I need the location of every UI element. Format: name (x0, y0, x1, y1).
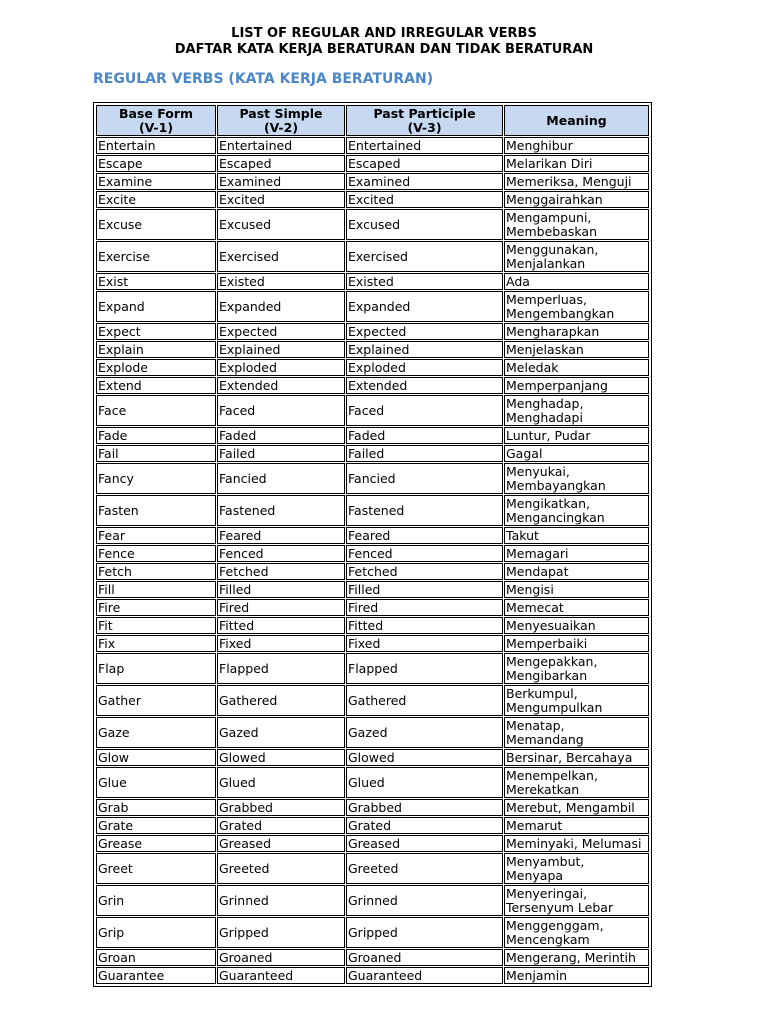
cell-base: Groan (96, 949, 216, 966)
cell-past: Expected (217, 323, 345, 340)
meaning-line: Menggunakan, (506, 241, 599, 257)
cell-participle: Greased (346, 835, 503, 852)
cell-base: Fire (96, 599, 216, 616)
cell-meaning (504, 967, 649, 984)
cell-participle: Fastened (346, 495, 503, 526)
cell-past: Grabbed (217, 799, 345, 816)
cell-base: Explain (96, 341, 216, 358)
cell-past: Gathered (217, 685, 345, 716)
cell-past: Filled (217, 581, 345, 598)
meaning-line: Berkumpul, (506, 685, 578, 701)
meaning-line: Menghadap, (506, 395, 584, 411)
meaning-line: Gagal (506, 445, 543, 461)
cell-participle: Fenced (346, 545, 503, 562)
table-row (96, 949, 649, 966)
table-row (96, 853, 649, 884)
table-row (96, 463, 649, 494)
cell-participle: Escaped (346, 155, 503, 172)
meaning-line: Takut (506, 527, 539, 543)
table-row (96, 241, 649, 272)
meaning-line: Tersenyum Lebar (506, 899, 614, 915)
cell-meaning (504, 653, 649, 684)
title-line-1: LIST OF REGULAR AND IRREGULAR VERBS (231, 26, 537, 41)
cell-base: Grab (96, 799, 216, 816)
meaning-line: Menghadapi (506, 409, 583, 425)
cell-participle: Grated (346, 817, 503, 834)
cell-base: Fasten (96, 495, 216, 526)
cell-meaning (504, 749, 649, 766)
meaning-line: Mengibarkan (506, 667, 588, 683)
meaning-line: Luntur, Pudar (506, 427, 591, 443)
table-row (96, 191, 649, 208)
cell-meaning (504, 563, 649, 580)
meaning-line: Merebut, Mengambil (506, 799, 635, 815)
table-row (96, 427, 649, 444)
cell-base: Exist (96, 273, 216, 290)
cell-base: Expand (96, 291, 216, 322)
cell-past: Glued (217, 767, 345, 798)
table-row (96, 545, 649, 562)
cell-participle: Excited (346, 191, 503, 208)
cell-meaning (504, 949, 649, 966)
cell-participle: Gathered (346, 685, 503, 716)
cell-past: Fired (217, 599, 345, 616)
cell-participle: Fancied (346, 463, 503, 494)
cell-base: Face (96, 395, 216, 426)
meaning-line: Memperluas, (506, 291, 587, 307)
cell-participle: Explained (346, 341, 503, 358)
cell-participle: Guaranteed (346, 967, 503, 984)
cell-participle: Entertained (346, 137, 503, 154)
cell-participle: Gripped (346, 917, 503, 948)
meaning-line: Mengampuni, (506, 209, 592, 225)
cell-base: Exercise (96, 241, 216, 272)
header-past-simple: Past Simple (V-2) (217, 105, 345, 136)
cell-participle: Exploded (346, 359, 503, 376)
table-row (96, 563, 649, 580)
table-row (96, 967, 649, 984)
table-body (96, 137, 649, 984)
cell-participle: Fixed (346, 635, 503, 652)
cell-meaning (504, 427, 649, 444)
cell-past: Examined (217, 173, 345, 190)
meaning-line: Memagari (506, 545, 569, 561)
cell-participle: Examined (346, 173, 503, 190)
document-title (0, 26, 768, 58)
meaning-line: Membebaskan (506, 223, 597, 239)
cell-past: Glowed (217, 749, 345, 766)
cell-meaning (504, 463, 649, 494)
table-row (96, 917, 649, 948)
table-row (96, 749, 649, 766)
meaning-line: Memperbaiki (506, 635, 588, 651)
cell-meaning (504, 323, 649, 340)
table-row (96, 717, 649, 748)
table-row (96, 445, 649, 462)
table-row (96, 767, 649, 798)
meaning-line: Bersinar, Bercahaya (506, 749, 633, 765)
cell-base: Guarantee (96, 967, 216, 984)
cell-base: Fill (96, 581, 216, 598)
cell-participle: Grinned (346, 885, 503, 916)
meaning-line: Meminyaki, Melumasi (506, 835, 642, 851)
cell-meaning (504, 799, 649, 816)
cell-past: Greased (217, 835, 345, 852)
meaning-line: Menjamin (506, 967, 568, 983)
cell-past: Grinned (217, 885, 345, 916)
cell-past: Extended (217, 377, 345, 394)
cell-base: Fit (96, 617, 216, 634)
cell-base: Fancy (96, 463, 216, 494)
cell-meaning (504, 291, 649, 322)
table-row (96, 377, 649, 394)
verbs-table-frame (93, 102, 652, 987)
table-row (96, 495, 649, 526)
cell-participle: Groaned (346, 949, 503, 966)
cell-meaning (504, 273, 649, 290)
table-header-row (96, 105, 649, 136)
cell-past: Excused (217, 209, 345, 240)
cell-meaning (504, 885, 649, 916)
cell-meaning (504, 635, 649, 652)
cell-meaning (504, 617, 649, 634)
cell-meaning (504, 545, 649, 562)
cell-base: Fetch (96, 563, 216, 580)
cell-base: Excuse (96, 209, 216, 240)
cell-meaning (504, 359, 649, 376)
cell-participle: Existed (346, 273, 503, 290)
cell-meaning (504, 241, 649, 272)
verbs-table (95, 104, 650, 985)
table-row (96, 817, 649, 834)
cell-participle: Greeted (346, 853, 503, 884)
cell-participle: Filled (346, 581, 503, 598)
cell-participle: Expanded (346, 291, 503, 322)
meaning-line: Mengepakkan, (506, 653, 598, 669)
table-row (96, 685, 649, 716)
cell-base: Fear (96, 527, 216, 544)
cell-past: Fenced (217, 545, 345, 562)
cell-participle: Fetched (346, 563, 503, 580)
cell-past: Existed (217, 273, 345, 290)
cell-participle: Glowed (346, 749, 503, 766)
cell-base: Fade (96, 427, 216, 444)
cell-base: Grease (96, 835, 216, 852)
meaning-line: Meledak (506, 359, 559, 375)
table-row (96, 799, 649, 816)
cell-past: Gazed (217, 717, 345, 748)
cell-base: Extend (96, 377, 216, 394)
cell-meaning (504, 527, 649, 544)
table-row (96, 359, 649, 376)
cell-past: Entertained (217, 137, 345, 154)
cell-past: Failed (217, 445, 345, 462)
cell-past: Fixed (217, 635, 345, 652)
cell-meaning (504, 767, 649, 798)
meaning-line: Menggenggam, (506, 917, 604, 933)
table-row (96, 581, 649, 598)
meaning-line: Menyukai, (506, 463, 570, 479)
section-heading: REGULAR VERBS (KATA KERJA BERATURAN) (93, 71, 434, 87)
cell-meaning (504, 853, 649, 884)
cell-base: Grin (96, 885, 216, 916)
cell-participle: Expected (346, 323, 503, 340)
meaning-line: Menyesuaikan (506, 617, 596, 633)
title-line-2: DAFTAR KATA KERJA BERATURAN DAN TIDAK BERATURAN (174, 42, 594, 57)
meaning-line: Mengikatkan, (506, 495, 590, 511)
cell-past: Gripped (217, 917, 345, 948)
cell-meaning (504, 377, 649, 394)
table-row (96, 835, 649, 852)
cell-past: Expanded (217, 291, 345, 322)
table-row (96, 323, 649, 340)
cell-participle: Extended (346, 377, 503, 394)
meaning-line: Ada (506, 273, 530, 289)
meaning-line: Mengancingkan (506, 509, 605, 525)
meaning-line: Menempelkan, (506, 767, 598, 783)
cell-meaning (504, 341, 649, 358)
meaning-line: Menyambut, (506, 853, 585, 869)
cell-past: Guaranteed (217, 967, 345, 984)
meaning-line: Mendapat (506, 563, 569, 579)
meaning-line: Menjelaskan (506, 341, 584, 357)
cell-base: Gaze (96, 717, 216, 748)
cell-meaning (504, 917, 649, 948)
cell-meaning (504, 209, 649, 240)
cell-meaning (504, 685, 649, 716)
header-base-form: Base Form (V-1) (96, 105, 216, 136)
cell-base: Expect (96, 323, 216, 340)
cell-meaning (504, 581, 649, 598)
meaning-line: Menghibur (506, 137, 573, 153)
header-meaning: Meaning (504, 105, 649, 136)
cell-base: Escape (96, 155, 216, 172)
cell-base: Fence (96, 545, 216, 562)
meaning-line: Melarikan Diri (506, 155, 593, 171)
cell-meaning (504, 599, 649, 616)
cell-participle: Flapped (346, 653, 503, 684)
cell-participle: Gazed (346, 717, 503, 748)
meaning-line: Memandang (506, 731, 584, 747)
table-row (96, 273, 649, 290)
table-row (96, 395, 649, 426)
meaning-line: Menatap, (506, 717, 565, 733)
cell-past: Greeted (217, 853, 345, 884)
meaning-line: Memperpanjang (506, 377, 608, 393)
cell-base: Gather (96, 685, 216, 716)
cell-past: Fetched (217, 563, 345, 580)
cell-past: Excited (217, 191, 345, 208)
cell-past: Grated (217, 817, 345, 834)
cell-participle: Excused (346, 209, 503, 240)
meaning-line: Mengumpulkan (506, 699, 603, 715)
cell-past: Exploded (217, 359, 345, 376)
cell-past: Groaned (217, 949, 345, 966)
cell-meaning (504, 137, 649, 154)
cell-participle: Failed (346, 445, 503, 462)
cell-base: Excite (96, 191, 216, 208)
cell-past: Faced (217, 395, 345, 426)
meaning-line: Menyapa (506, 867, 564, 883)
cell-past: Exercised (217, 241, 345, 272)
cell-participle: Faded (346, 427, 503, 444)
meaning-line: Mengerang, Merintih (506, 949, 636, 965)
cell-meaning (504, 155, 649, 172)
meaning-line: Mencengkam (506, 931, 590, 947)
cell-meaning (504, 835, 649, 852)
meaning-line: Menyeringai, (506, 885, 588, 901)
cell-past: Fitted (217, 617, 345, 634)
meaning-line: Memecat (506, 599, 564, 615)
meaning-line: Memeriksa, Menguji (506, 173, 632, 189)
cell-meaning (504, 445, 649, 462)
cell-past: Fancied (217, 463, 345, 494)
cell-base: Glue (96, 767, 216, 798)
meaning-line: Mengharapkan (506, 323, 600, 339)
cell-meaning (504, 191, 649, 208)
cell-past: Explained (217, 341, 345, 358)
table-row (96, 173, 649, 190)
cell-base: Fail (96, 445, 216, 462)
meaning-line: Merekatkan (506, 781, 580, 797)
cell-participle: Fired (346, 599, 503, 616)
cell-base: Glow (96, 749, 216, 766)
cell-meaning (504, 173, 649, 190)
meaning-line: Mengembangkan (506, 305, 615, 321)
cell-participle: Grabbed (346, 799, 503, 816)
cell-base: Grate (96, 817, 216, 834)
cell-meaning (504, 717, 649, 748)
cell-meaning (504, 817, 649, 834)
cell-base: Explode (96, 359, 216, 376)
cell-past: Fastened (217, 495, 345, 526)
cell-meaning (504, 395, 649, 426)
meaning-line: Mengisi (506, 581, 554, 597)
cell-participle: Feared (346, 527, 503, 544)
cell-participle: Glued (346, 767, 503, 798)
cell-base: Flap (96, 653, 216, 684)
cell-participle: Faced (346, 395, 503, 426)
cell-base: Entertain (96, 137, 216, 154)
table-row (96, 341, 649, 358)
meaning-line: Menjalankan (506, 255, 586, 271)
meaning-line: Membayangkan (506, 477, 606, 493)
cell-meaning (504, 495, 649, 526)
cell-base: Fix (96, 635, 216, 652)
table-row (96, 653, 649, 684)
table-row (96, 209, 649, 240)
table-row (96, 137, 649, 154)
cell-past: Feared (217, 527, 345, 544)
cell-past: Escaped (217, 155, 345, 172)
cell-participle: Fitted (346, 617, 503, 634)
table-row (96, 885, 649, 916)
meaning-line: Memarut (506, 817, 563, 833)
table-row (96, 291, 649, 322)
meaning-line: Menggairahkan (506, 191, 603, 207)
cell-base: Greet (96, 853, 216, 884)
table-row (96, 635, 649, 652)
cell-past: Flapped (217, 653, 345, 684)
table-row (96, 617, 649, 634)
cell-past: Faded (217, 427, 345, 444)
table-row (96, 527, 649, 544)
cell-base: Examine (96, 173, 216, 190)
table-row (96, 599, 649, 616)
cell-base: Grip (96, 917, 216, 948)
cell-participle: Exercised (346, 241, 503, 272)
table-row (96, 155, 649, 172)
header-past-participle: Past Participle (V-3) (346, 105, 503, 136)
